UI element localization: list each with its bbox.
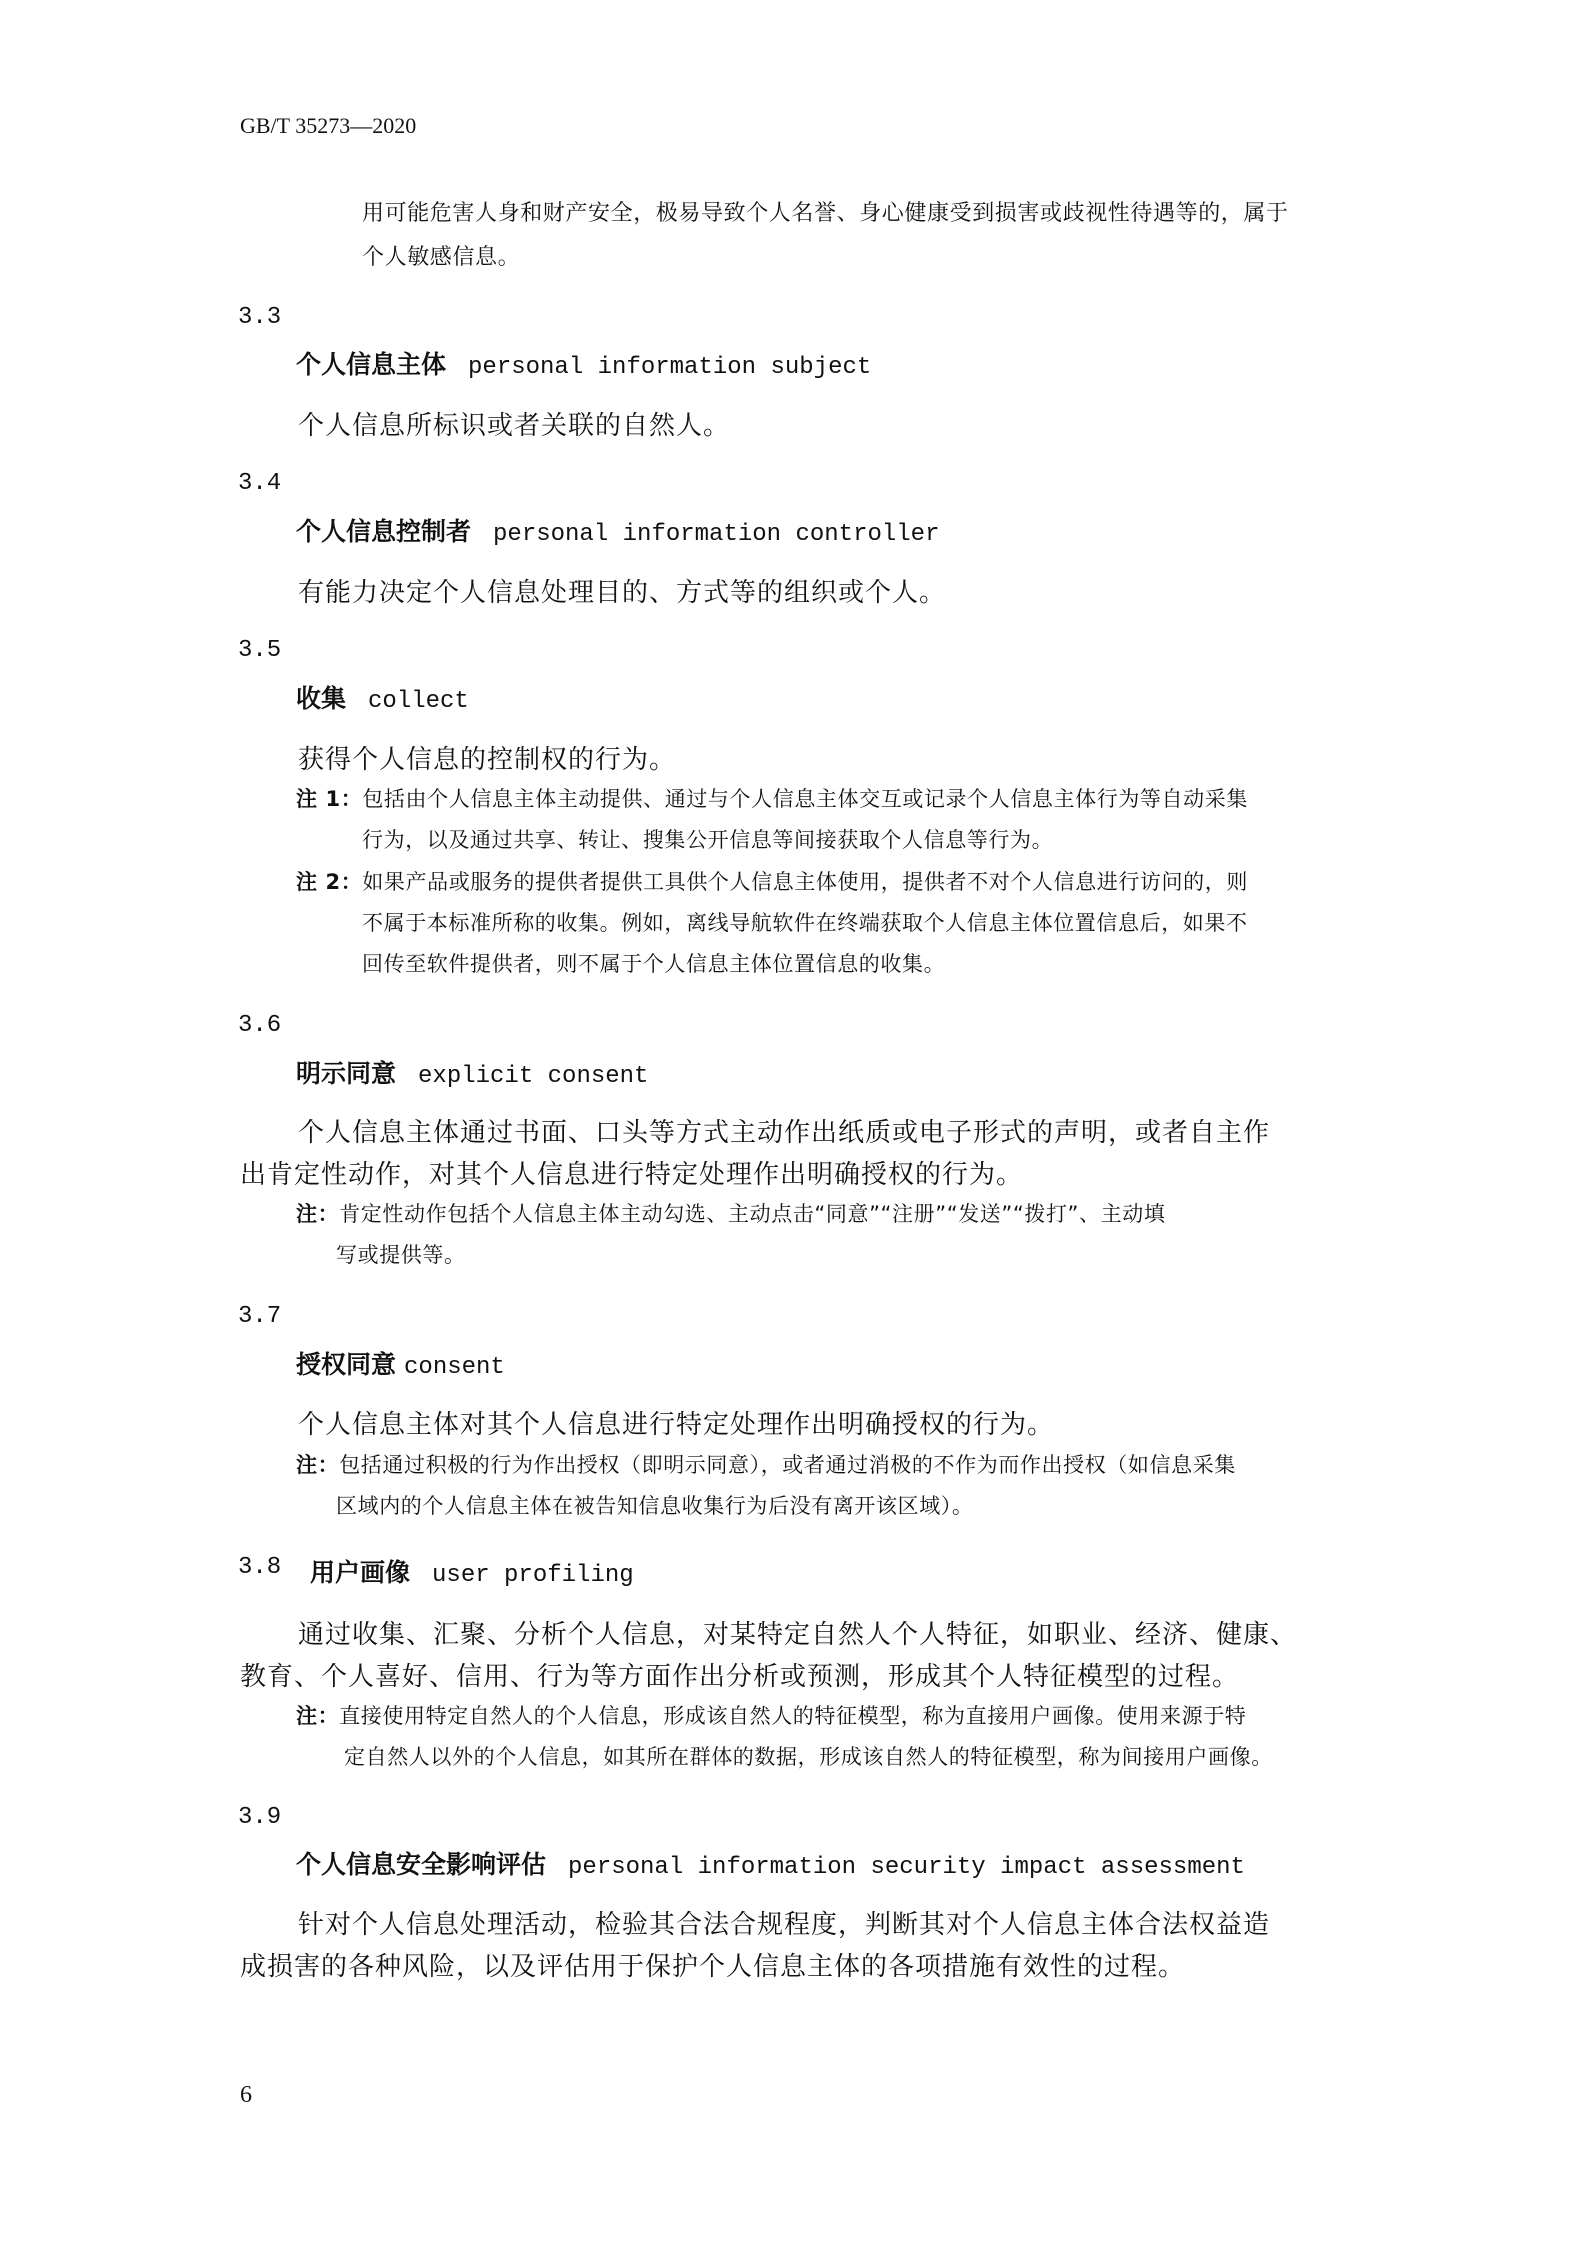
term-cn: 个人信息安全影响评估 (296, 1850, 547, 1879)
term-en: personal information security impact assessment (568, 1854, 1245, 1881)
section-number-3-8: 3.8 (238, 1554, 282, 1581)
note-text: 包括由个人信息主体主动提供、通过与个人信息主体交互或记录个人信息主体行为等自动采集 (362, 787, 1248, 811)
term-heading-3-5 (296, 679, 469, 715)
section-number-3-3: 3.3 (238, 304, 282, 331)
note-3-5-2-line-2: 不属于本标准所称的收集。例如，离线导航软件在终端获取个人信息主体位置信息后，如果不 (362, 911, 1248, 935)
continuation-line-1: 用可能危害人身和财产安全，极易导致个人名誉、身心健康受到损害或歧视性待遇等的，属于 (362, 201, 1289, 226)
term-en: personal information subject (468, 354, 872, 381)
continuation-line-2: 个人敏感信息。 (362, 245, 521, 270)
note-text: 肯定性动作包括个人信息主体主动勾选、主动点击“同意”“注册”“发送”“拨打”、主动填 (339, 1202, 1166, 1226)
section-number-3-5: 3.5 (238, 637, 282, 664)
term-en: collect (368, 688, 469, 715)
definition-3-7: 个人信息主体对其个人信息进行特定处理作出明确授权的行为。 (298, 1410, 1055, 1440)
term-cn: 个人信息控制者 (296, 517, 472, 546)
definition-3-6-line-2: 出肯定性动作，对其个人信息进行特定处理作出明确授权的行为。 (240, 1160, 1024, 1190)
term-cn: 收集 (296, 684, 347, 713)
term-heading-3-6 (296, 1054, 648, 1090)
term-en: personal information controller (493, 521, 940, 548)
term-cn: 个人信息主体 (296, 350, 447, 379)
note-label: 注： (296, 1202, 340, 1226)
note-text: 包括通过积极的行为作出授权（即明示同意），或者通过消极的不作为而作出授权（如信息采集 (339, 1453, 1236, 1477)
definition-3-3: 个人信息所标识或者关联的自然人。 (298, 411, 731, 441)
definition-3-5: 获得个人信息的控制权的行为。 (298, 745, 677, 775)
note-text: 如果产品或服务的提供者提供工具供个人信息主体使用，提供者不对个人信息进行访问的，则 (362, 870, 1248, 894)
note-text: 直接使用特定自然人的个人信息，形成该自然人的特征模型，称为直接用户画像。使用来源于特 (339, 1704, 1247, 1728)
section-number-3-9: 3.9 (238, 1804, 282, 1831)
note-3-8-line-1 (296, 1700, 1246, 1730)
term-heading-3-7 (296, 1345, 505, 1381)
term-cn: 用户画像 (310, 1558, 411, 1587)
note-3-5-1-line-1 (296, 783, 1248, 813)
note-label: 注： (296, 1453, 340, 1477)
note-3-7-line-2: 区域内的个人信息主体在被告知信息收集行为后没有离开该区域）。 (336, 1494, 974, 1518)
standard-id-header: GB/T 35273—2020 (240, 113, 417, 138)
note-3-5-2-line-3: 回传至软件提供者，则不属于个人信息主体位置信息的收集。 (362, 952, 946, 976)
page-number: 6 (240, 2082, 252, 2108)
definition-3-8-line-2: 教育、个人喜好、信用、行为等方面作出分析或预测，形成其个人特征模型的过程。 (240, 1662, 1240, 1692)
term-heading-3-4 (296, 512, 940, 548)
term-en: user profiling (432, 1562, 634, 1589)
term-heading-3-9 (296, 1845, 1245, 1881)
term-heading-3-8 (310, 1553, 634, 1589)
note-3-6-line-2: 写或提供等。 (336, 1243, 466, 1267)
term-heading-3-3 (296, 345, 871, 381)
section-number-3-7: 3.7 (238, 1303, 282, 1330)
note-3-5-1-line-2: 行为，以及通过共享、转让、搜集公开信息等间接获取个人信息等行为。 (362, 828, 1054, 852)
note-3-7-line-1 (296, 1449, 1236, 1479)
note-3-5-2-line-1 (296, 866, 1248, 896)
term-en: consent (404, 1354, 505, 1381)
definition-3-9-line-1: 针对个人信息处理活动，检验其合法合规程度，判断其对个人信息主体合法权益造 (298, 1910, 1271, 1940)
note-label: 注 2： (296, 870, 363, 894)
term-cn: 授权同意 (296, 1350, 397, 1379)
definition-3-6-line-1: 个人信息主体通过书面、口头等方式主动作出纸质或电子形式的声明，或者自主作 (298, 1118, 1271, 1148)
term-en: explicit consent (418, 1063, 649, 1090)
note-label: 注： (296, 1704, 340, 1728)
note-3-8-line-2: 定自然人以外的个人信息，如其所在群体的数据，形成该自然人的特征模型，称为间接用户画像。 (344, 1745, 1273, 1769)
section-number-3-6: 3.6 (238, 1012, 282, 1039)
term-cn: 明示同意 (296, 1059, 397, 1088)
definition-3-8-line-1: 通过收集、汇聚、分析个人信息，对某特定自然人个人特征，如职业、经济、健康、 (298, 1620, 1298, 1650)
definition-3-4: 有能力决定个人信息处理目的、方式等的组织或个人。 (298, 578, 947, 608)
section-number-3-4: 3.4 (238, 470, 282, 497)
note-label: 注 1： (296, 787, 363, 811)
definition-3-9-line-2: 成损害的各种风险，以及评估用于保护个人信息主体的各项措施有效性的过程。 (240, 1952, 1186, 1982)
note-3-6-line-1 (296, 1198, 1165, 1228)
